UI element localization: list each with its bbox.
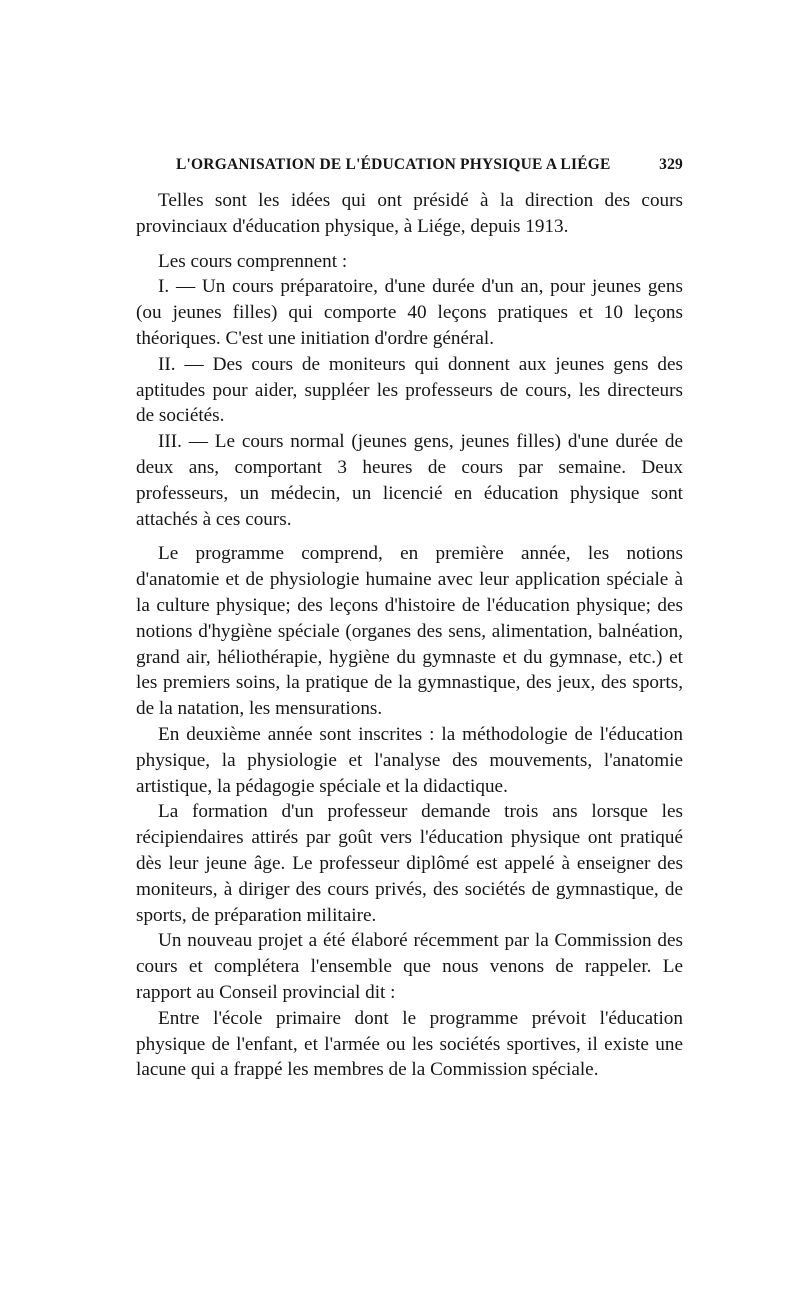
paragraph-courses-heading: Les cours comprennent : [158, 250, 348, 272]
paragraph-course-3: III. — Le cours normal (jeunes gens, jeunes filles) d'une durée de deux ans, comportant 3 heures de cours par semaine. Deux professeurs, un médecin, un licencié en éducation physique sont attachés à ces cours. [136, 431, 683, 530]
paragraph-course-2: II. — Des cours de moniteurs qui donnent aux jeunes gens des aptitudes pour aider, suppléer les professeurs de cours, les directeurs de sociétés. [136, 353, 683, 427]
running-title: L'ORGANISATION DE L'ÉDUCATION PHYSIQUE A LIÉGE [176, 156, 611, 173]
page-number: 329 [659, 156, 683, 173]
paragraph-first-year-program: Le programme comprend, en première année, les notions d'anatomie et de physiologie humaine avec leur application spéciale à la culture physique; des leçons d'histoire de l'éducation physique; des notions d'hygiène spéciale (organes des sens, alimentation, balnéation, grand air, héliothérapie, hygiène du gymnaste et du gymnase, etc.) et les premiers soins, la pratique de la gymnastique, des jeux, des sports, de la natation, les mensurations. [136, 543, 683, 720]
paragraph-teacher-training: La formation d'un professeur demande trois ans lorsque les récipiendaires attirés par goût vers l'éducation physique ont pratiqué dès leur jeune âge. Le professeur diplômé est appelé à enseigner des moniteurs, à diriger des cours privés, des sociétés de gymnastique, de sports, de préparation militaire. [136, 801, 683, 926]
book-page [136, 150, 683, 1083]
paragraph-course-1: I. — Un cours préparatoire, d'une durée d'un an, pour jeunes gens (ou jeunes filles) qui comporte 40 leçons pratiques et 10 leçons théoriques. C'est une initiation d'ordre général. [136, 276, 683, 349]
running-header [136, 150, 683, 178]
paragraph-new-project: Un nouveau projet a été élaboré récemment par la Commission des cours et complétera l'ensemble que nous venons de rappeler. Le rapport au Conseil provincial dit : [136, 930, 683, 1003]
body-text [136, 188, 683, 1083]
paragraph-second-year-program: En deuxième année sont inscrites : la méthodologie de l'éducation physique, la physiologie et l'analyse des mouvements, l'anatomie artistique, la pédagogie spéciale et la didactique. [136, 723, 683, 797]
paragraph-report-quote: Entre l'école primaire dont le programme prévoit l'éducation physique de l'enfant, et l'armée ou les sociétés sportives, il existe une lacune qui a frappé les membres de la Commission spéciale. [136, 1007, 683, 1081]
paragraph-intro: Telles sont les idées qui ont présidé à la direction des cours provinciaux d'éducation physique, à Liége, depuis 1913. [136, 190, 683, 237]
